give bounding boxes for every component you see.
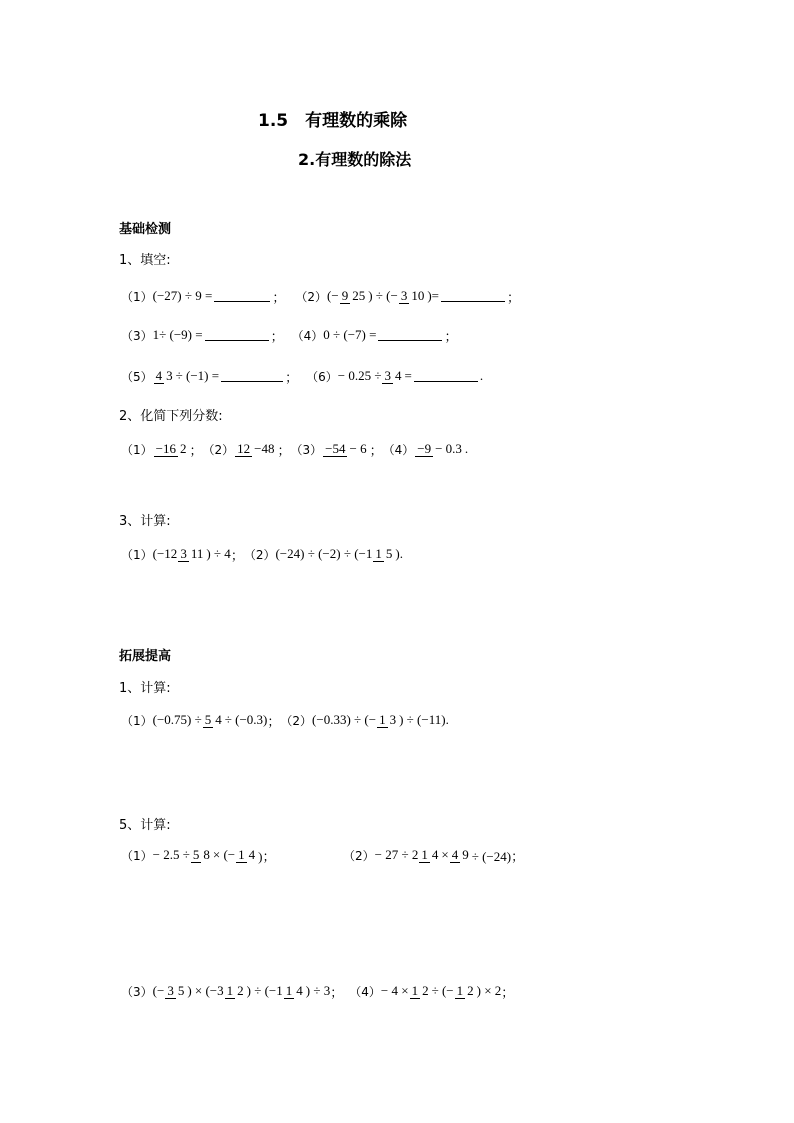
expression: (− <box>327 288 339 303</box>
item-label: （2） <box>202 442 235 457</box>
item-label: （5） <box>121 369 153 384</box>
expression: ) ÷ 3 <box>305 983 331 998</box>
fraction: 3 11 <box>180 546 204 561</box>
separator: ； <box>330 984 344 1000</box>
fraction: 1 4 <box>285 983 303 998</box>
item-label: （6） <box>306 369 338 384</box>
expression: 0 ÷ (−7) = <box>323 327 377 342</box>
expression: ÷ (− <box>431 983 454 998</box>
separator: . <box>479 368 484 383</box>
exercise-line <box>121 837 275 873</box>
expression: (−12 <box>152 546 178 561</box>
question-prompt: 1、填空: <box>119 253 171 268</box>
fraction: 1 4 <box>238 847 256 862</box>
exercise-line <box>121 278 520 314</box>
expression: ) ÷ (− <box>368 288 398 303</box>
answer-blank[interactable] <box>378 330 442 341</box>
fraction: 1 2 <box>411 983 429 998</box>
fraction: 1 2 <box>226 983 244 998</box>
expression: − 0.25 ÷ <box>337 368 382 383</box>
item-label: （1） <box>121 547 153 562</box>
item-label: （1） <box>121 848 153 863</box>
separator: . <box>464 441 469 456</box>
expression: − 27 ÷ 2 <box>374 847 419 862</box>
fraction: 4 3 <box>155 368 173 383</box>
question-prompt: 5、计算: <box>119 818 171 833</box>
item-label: （4） <box>382 442 415 457</box>
separator: ； <box>444 328 458 344</box>
item-label: （1） <box>121 713 153 728</box>
expression: (− <box>152 983 165 998</box>
item-label: （2） <box>243 547 276 562</box>
fraction: 3 10 <box>400 288 425 303</box>
item-label: （3） <box>290 442 323 457</box>
expression: ) × (−3 <box>187 983 224 998</box>
fraction: −54 − 6 <box>325 441 367 456</box>
fraction: 1 2 <box>456 983 474 998</box>
separator: ； <box>230 547 244 563</box>
separator: ； <box>285 369 299 385</box>
item-label: （2） <box>280 713 313 728</box>
expression: − 2.5 ÷ <box>152 847 190 862</box>
separator: ； <box>267 713 281 729</box>
expression: (−24) ÷ (−2) ÷ (−1 <box>275 546 373 561</box>
section-heading-extension: 拓展提高 <box>119 649 172 664</box>
expression: = <box>404 368 412 383</box>
lesson-title: 2.有理数的除法 <box>298 150 412 169</box>
item-label: （1） <box>121 289 153 304</box>
expression: × <box>441 847 449 862</box>
answer-blank[interactable] <box>221 371 283 382</box>
expression: ÷ (−0.3) <box>224 712 268 727</box>
separator: ； <box>506 289 520 305</box>
fraction: 1 5 <box>375 546 393 561</box>
fraction: 3 5 <box>167 983 185 998</box>
section-heading-basic: 基础检测 <box>119 222 172 237</box>
exercise-line <box>121 973 514 1009</box>
item-label: （3） <box>121 984 153 999</box>
expression: − 4 × <box>380 983 409 998</box>
fraction: 1 3 <box>379 712 397 727</box>
item-label: （4） <box>349 984 381 999</box>
expression: ÷ (−24)； <box>471 848 525 864</box>
fraction: 5 8 <box>192 847 210 862</box>
question-prompt: 1、计算: <box>119 681 171 696</box>
item-label: （3） <box>121 328 153 343</box>
fraction: 4 9 <box>451 847 469 862</box>
answer-blank[interactable] <box>414 371 478 382</box>
exercise-line <box>343 837 524 873</box>
exercise-line <box>121 358 483 394</box>
fraction: 12 −48 <box>237 441 275 456</box>
answer-blank[interactable] <box>214 291 270 302</box>
exercise-line <box>121 431 468 467</box>
expression: ) × 2 <box>476 983 502 998</box>
expression: )； <box>258 848 276 864</box>
expression: 1÷ (−9) = <box>152 327 203 342</box>
expression: ) ÷ 4 <box>206 546 231 561</box>
fraction: −9 − 0.3 <box>417 441 462 456</box>
fraction: 5 4 <box>204 712 222 727</box>
expression: ÷ (−1) = <box>175 368 220 383</box>
separator: ； <box>270 328 284 344</box>
expression: ) ÷ (−11). <box>399 712 449 727</box>
item-label: （4） <box>291 328 324 343</box>
question-prompt: 3、计算: <box>119 514 171 529</box>
expression: )= <box>427 288 439 303</box>
expression: (−27) ÷ 9 = <box>152 288 213 303</box>
expression: × (− <box>212 847 236 862</box>
item-label: （2） <box>343 848 375 863</box>
question-prompt: 2、化简下列分数: <box>119 409 223 424</box>
expression: ). <box>395 546 403 561</box>
chapter-title: 1.5 有理数的乘除 <box>258 111 408 131</box>
separator: ； <box>189 442 203 458</box>
exercise-line <box>121 702 449 738</box>
exercise-line <box>121 536 403 572</box>
separator: ； <box>277 442 291 458</box>
answer-blank[interactable] <box>441 291 505 302</box>
expression: (−0.33) ÷ (− <box>312 712 377 727</box>
exercise-line <box>121 326 458 344</box>
fraction: 9 25 <box>341 288 366 303</box>
separator: ； <box>369 442 383 458</box>
fraction: 3 4 <box>384 368 402 383</box>
expression: (−0.75) ÷ <box>152 712 202 727</box>
separator: ； <box>272 289 286 305</box>
fraction: −16 2 <box>155 441 187 456</box>
fraction: 1 4 <box>421 847 439 862</box>
separator: ； <box>501 984 515 1000</box>
item-label: （2） <box>295 289 328 304</box>
item-label: （1） <box>121 442 153 457</box>
answer-blank[interactable] <box>205 330 269 341</box>
expression: ) ÷ (−1 <box>246 983 283 998</box>
